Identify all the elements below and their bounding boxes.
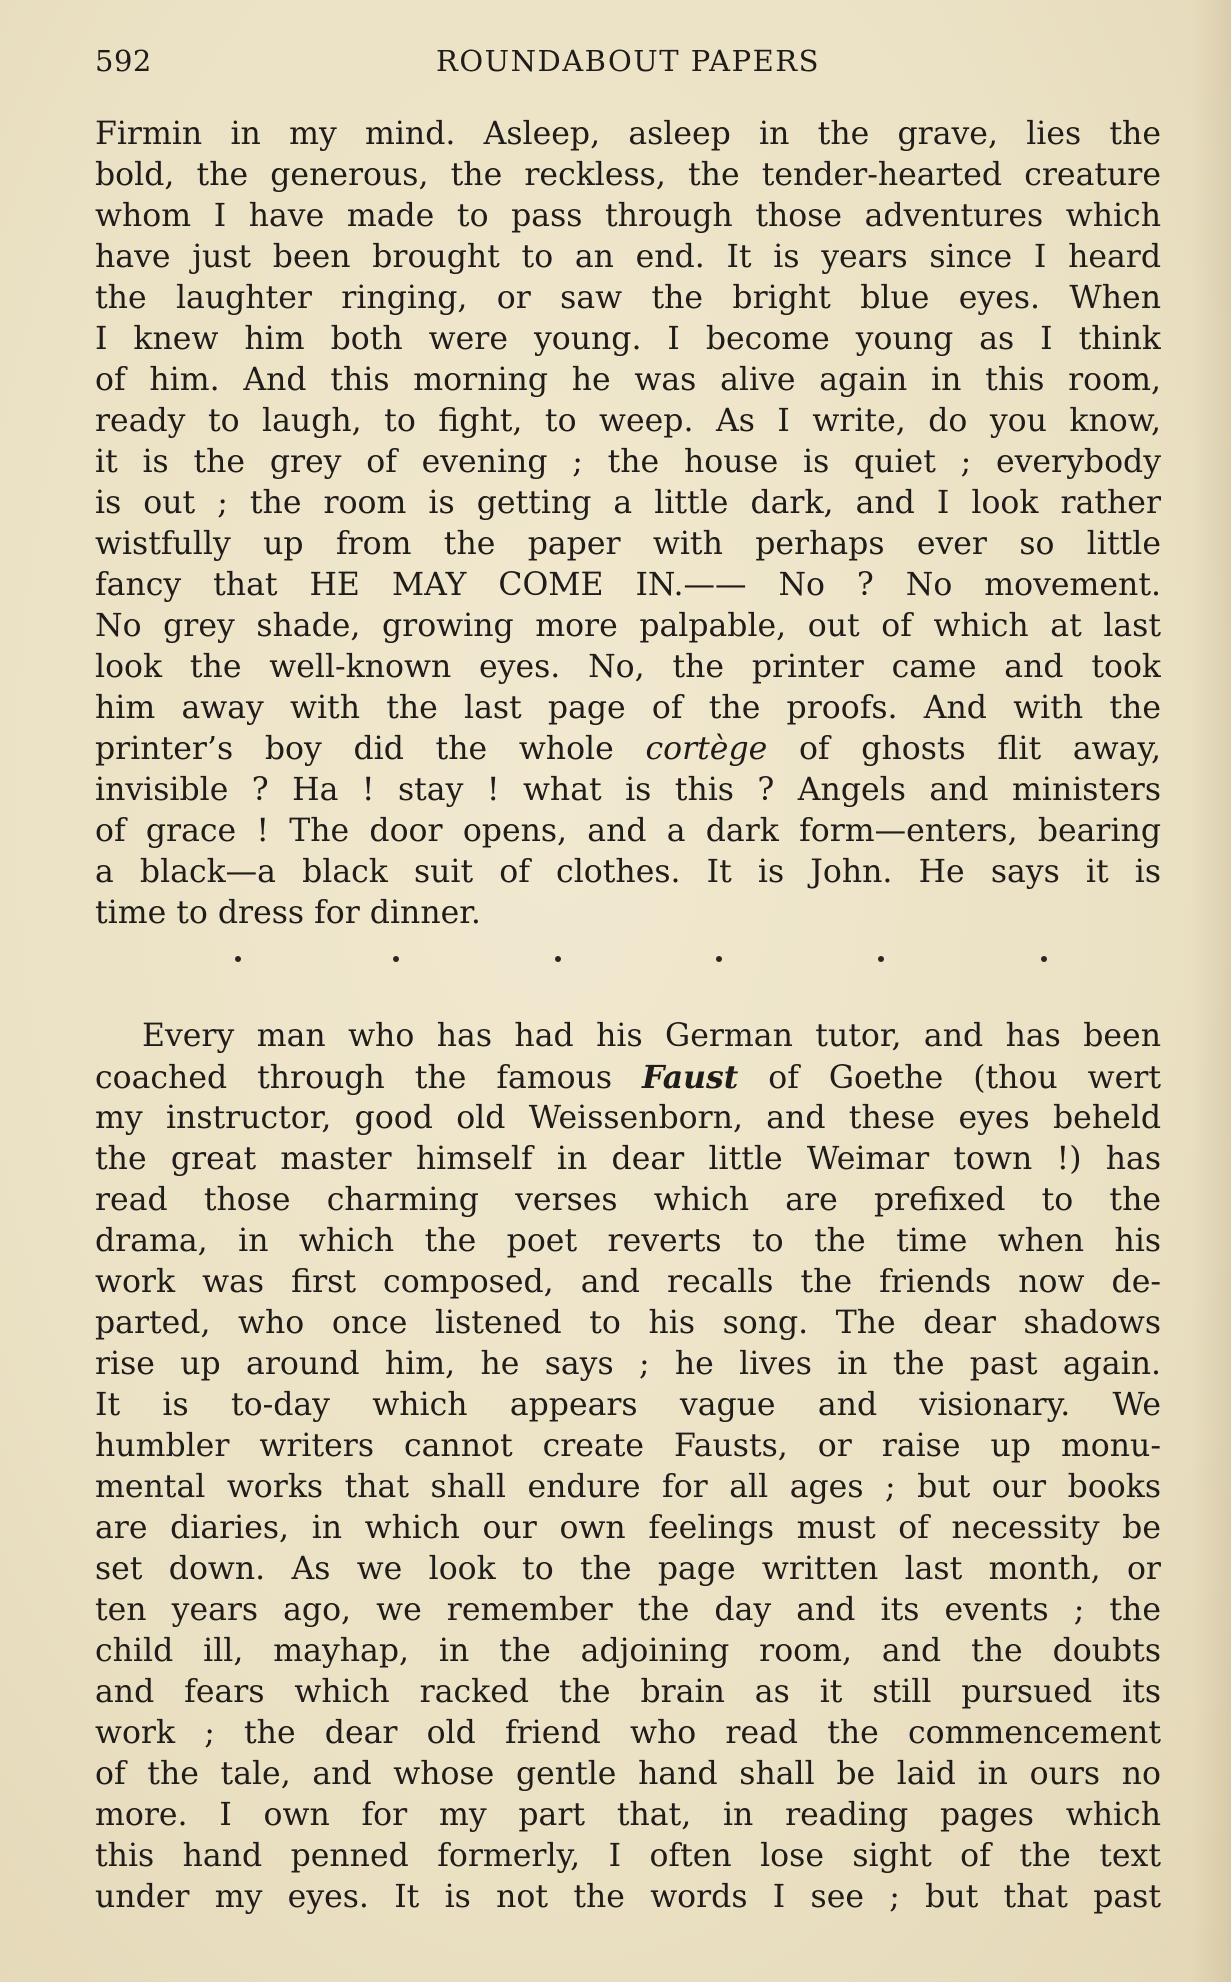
running-title: ROUNDABOUT PAPERS <box>436 44 820 78</box>
text-run: printer’s boy did the whole <box>95 731 646 767</box>
text-line: work was first composed, and recalls the friends now de- <box>95 1264 1161 1300</box>
text-line: him away with the last page of the proofs. And with the <box>95 690 1161 726</box>
text-line: of the tale, and whose gentle hand shall be laid in ours no <box>95 1756 1161 1792</box>
text-line: have just been brought to an end. It is years since I heard <box>95 239 1161 275</box>
section-break-dot <box>235 956 241 962</box>
text-line: bold, the generous, the reckless, the tender-hearted creature <box>95 157 1161 193</box>
text-line: mental works that shall endure for all ages ; but our books <box>95 1469 1161 1505</box>
text-run: of ghosts flit away, <box>767 731 1161 767</box>
text-line: wistfully up from the paper with perhaps ever so little <box>95 526 1161 562</box>
text-line: parted, who once listened to his song. The dear shadows <box>95 1305 1161 1341</box>
text-line: Firmin in my mind. Asleep, asleep in the grave, lies the <box>95 116 1161 152</box>
text-line: the laughter ringing, or saw the bright blue eyes. When <box>95 280 1161 316</box>
text-line: ready to laugh, to fight, to weep. As I write, do you know, <box>95 403 1161 439</box>
text-line: work ; the dear old friend who read the commencement <box>95 1715 1161 1751</box>
text-line: a black—a black suit of clothes. It is John. He says it is <box>95 854 1161 890</box>
section-break-dot <box>555 956 561 962</box>
text-line: whom I have made to pass through those adventures which <box>95 198 1161 234</box>
text-line: time to dress for dinner. <box>95 895 481 931</box>
text-line: and fears which racked the brain as it still pursued its <box>95 1674 1161 1710</box>
text-line: look the well-known eyes. No, the printer came and took <box>95 649 1161 685</box>
text-line: invisible ? Ha ! stay ! what is this ? Angels and ministers <box>95 772 1161 808</box>
running-header <box>95 40 1161 88</box>
text-line: It is to-day which appears vague and visionary. We <box>95 1387 1161 1423</box>
body-text <box>95 114 1161 1918</box>
text-line: it is the grey of evening ; the house is quiet ; everybody <box>95 444 1161 480</box>
section-break-dot <box>878 956 884 962</box>
text-line: ten years ago, we remember the day and its events ; the <box>95 1592 1161 1628</box>
text-line: No grey shade, growing more palpable, out of which at last <box>95 608 1161 644</box>
text-line: read those charming verses which are prefixed to the <box>95 1182 1161 1218</box>
text-line <box>95 729 1161 770</box>
section-break <box>95 934 1161 982</box>
text-line: is out ; the room is getting a little dark, and I look rather <box>95 485 1161 521</box>
text-run: of Goethe (thou wert <box>738 1060 1161 1096</box>
text-line: humbler writers cannot create Fausts, or raise up monu- <box>95 1428 1161 1464</box>
text-line: fancy that HE MAY COME IN.—— No ? No movement. <box>95 567 1161 603</box>
page-edge-shadow <box>1191 0 1231 1982</box>
text-line: Every man who has had his German tutor, and has been <box>142 1018 1161 1054</box>
text-line: of him. And this morning he was alive again in this room, <box>95 362 1161 398</box>
text-line: the great master himself in dear little Weimar town !) has <box>95 1141 1161 1177</box>
text-line: rise up around him, he says ; he lives in the past again. <box>95 1346 1161 1382</box>
text-line <box>95 1057 1161 1098</box>
text-run: coached through the famous <box>95 1060 643 1096</box>
section-break-dot <box>393 956 399 962</box>
text-line: set down. As we look to the page written last month, or <box>95 1551 1161 1587</box>
text-line: I knew him both were young. I become young as I think <box>95 321 1161 357</box>
text-line: drama, in which the poet reverts to the time when his <box>95 1223 1161 1259</box>
text-line: of grace ! The door opens, and a dark form—enters, bearing <box>95 813 1161 849</box>
section-break-dot <box>716 956 722 962</box>
paragraph <box>95 1016 1161 1918</box>
text-line: child ill, mayhap, in the adjoining room, and the doubts <box>95 1633 1161 1669</box>
section-break-dot <box>1041 956 1047 962</box>
text-line: are diaries, in which our own feelings must of necessity be <box>95 1510 1161 1546</box>
italic-title: Faust <box>642 1059 739 1096</box>
page-number: 592 <box>95 44 152 78</box>
text-line: more. I own for my part that, in reading pages which <box>95 1797 1161 1833</box>
text-line: this hand penned formerly, I often lose sight of the text <box>95 1838 1161 1874</box>
text-line: my instructor, good old Weissenborn, and these eyes beheld <box>95 1100 1161 1136</box>
text-line: under my eyes. It is not the words I see ; but that past <box>95 1879 1161 1915</box>
italic-word: cortège <box>645 731 768 767</box>
paragraph <box>95 114 1161 934</box>
